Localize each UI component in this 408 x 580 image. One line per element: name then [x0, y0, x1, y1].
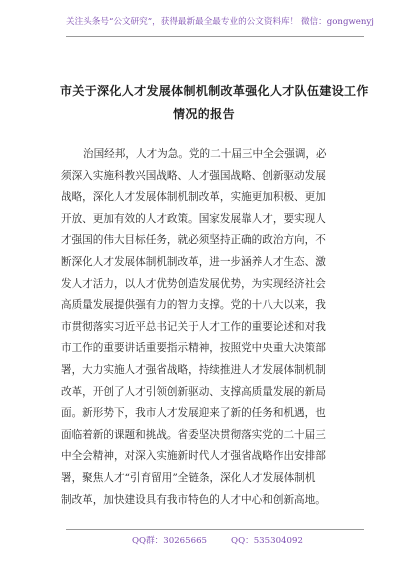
- body-line: 制改革，加快建设具有我市特色的人才中心和创新高地。: [61, 493, 326, 506]
- header-divider: [66, 36, 364, 37]
- body-line: 才强国的伟大目标任务，就必须坚持正确的政治方向，不: [61, 234, 326, 247]
- body-line: 面。新形势下，我市人才发展迎来了新的任务和机遇，也: [61, 407, 326, 420]
- header-promo-note: 关注头条号“公文研究”，获得最新最全最专业的公文资料库！ 微信：gongwenyj: [66, 17, 374, 27]
- body-line: 断深化人才发展体制机制改革，进一步涵养人才生态、激: [61, 255, 326, 268]
- body-line: 须深入实施科教兴国战略、人才强国战略、创新驱动发展: [61, 169, 326, 182]
- body-line: 署，聚焦人才“引育留用”全链条，深化人才发展体制机: [61, 471, 316, 484]
- body-line: 中全会精神，对深入实施新时代人才强省战略作出安排部: [61, 450, 326, 463]
- footer-contact: [132, 533, 332, 549]
- body-line: 面临着新的课题和挑战。省委坚决贯彻落实党的二十届三: [61, 428, 326, 441]
- footer-divider: [66, 529, 364, 530]
- footer-qq-group: QQ群：30265665: [132, 536, 208, 546]
- document-body: [61, 144, 361, 506]
- body-line: 发人才活力，以人才优势创造发展优势，为实现经济社会: [61, 277, 326, 290]
- body-line: 市工作的重要讲话重要指示精神，按照党中央重大决策部: [61, 342, 326, 355]
- body-line: 市贯彻落实习近平总书记关于人才工作的重要论述和对我: [61, 320, 326, 333]
- body-line: 高质量发展提供强有力的智力支撑。党的十八大以来，我: [61, 299, 326, 312]
- body-line: 开放、更加有效的人才政策。国家发展靠人才，要实现人: [61, 212, 326, 225]
- footer-qq-number: QQ：535304092: [231, 536, 303, 546]
- body-line: 改革，开创了人才引领创新驱动、支撑高质量发展的新局: [61, 385, 326, 398]
- document-title-line-1: 市关于深化人才发展体制机制改革强化人才队伍建设工作: [60, 84, 369, 98]
- document-title-line-2: 情况的报告: [172, 107, 235, 121]
- body-line: 署，大力实施人才强省战略，持续推进人才发展体制机制: [61, 363, 326, 376]
- body-line: 治国经邦，人才为急。党的二十届三中全会强调，必: [83, 148, 327, 160]
- body-line: 战略，深化人才发展体制机制改革，实施更加积极、更加: [61, 191, 326, 204]
